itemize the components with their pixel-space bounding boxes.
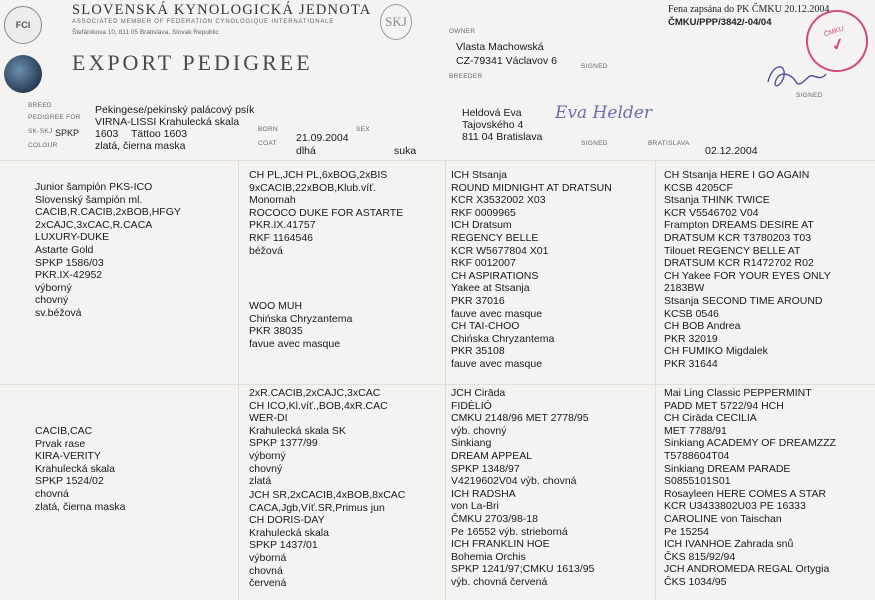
sire-block	[35, 181, 181, 320]
pedigree-line: CAROLINE von Taischan	[664, 512, 782, 525]
pedigree-line: CH ICO,Kl.víť.,BOB,4xR.CAC	[249, 399, 388, 412]
pedigree-line: Pe 15254	[664, 525, 709, 538]
pedigree-line: CH DORIS-DAY	[249, 514, 325, 527]
colour-label: COLOUR	[28, 142, 58, 149]
owner-address: CZ-79341 Václavov 6	[456, 55, 557, 67]
breeder-city: 811 04 Bratislava	[462, 131, 543, 143]
great-grandparents-bottom	[451, 387, 594, 589]
pedigree-line: CACIB,CAC	[35, 425, 93, 437]
pedigree-line: Slovenský šampión ml.	[35, 193, 143, 206]
colour: zlatá, čierna maska	[95, 140, 186, 152]
pedigree-line: ICH Dratsum	[451, 219, 512, 232]
pedigree-line: KCSB 4205CF	[664, 181, 733, 194]
hologram-seal	[4, 55, 42, 93]
pedigree-line: PKR.IX-42952	[35, 269, 103, 282]
pedigree-line: DREAM APPEAL	[451, 449, 533, 462]
pedigree-line: von La-Bri	[451, 500, 499, 513]
coat: dlhá	[296, 145, 316, 157]
pedigree-line: CH Yakee FOR YOUR EYES ONLY	[664, 269, 831, 282]
sex: suka	[394, 145, 417, 157]
pedigree-line: ICH RADSHA	[451, 487, 516, 500]
pedigree-line: zlatá, čierna maska	[35, 500, 126, 513]
table-top-line	[0, 160, 875, 161]
pedigree-line: KCR U3433802U03 PE 16333	[664, 500, 806, 513]
registrar-signature	[762, 56, 832, 94]
dam-dam-block	[249, 489, 405, 590]
pedigree-line: REGENCY BELLE	[451, 231, 539, 244]
pedigree-line: fauve avec masque	[451, 307, 543, 320]
pedigree-line: SPKP 1241/97;CMKU 1613/95	[451, 563, 595, 576]
pedigree-line: Prvak rase	[35, 437, 86, 450]
pedigree-line: Monomah	[249, 194, 296, 207]
sire-sire-block	[249, 169, 403, 257]
registration-note: Fena zapsána do PK ČMKU 20.12.2004	[668, 4, 830, 15]
owner-name: Vlasta Machowská	[456, 41, 544, 53]
sk-label: SK-SKJ	[28, 128, 53, 135]
pedigree-line: S0855101S01	[664, 475, 731, 488]
pedigree-line: Frampton DREAMS DESIRE AT	[664, 219, 814, 232]
pedigree-for-label: PEDIGREE FOR	[28, 114, 81, 121]
pedigree-line: PKR 32019	[664, 332, 718, 345]
pedigree-line: RKF 0009965	[451, 206, 516, 219]
great-great-grandparents-bottom	[664, 387, 836, 589]
pedigree-line: KIRA-VERITY	[35, 450, 101, 463]
pedigree-line: PKR 31644	[664, 357, 718, 370]
great-grandparents-top	[451, 169, 612, 371]
pedigree-line: chovná	[249, 564, 283, 577]
pedigree-line: chovná	[35, 487, 69, 500]
pedigree-line: Astarte Gold	[35, 243, 94, 256]
org-member-line: ASSOCIATED MEMBER OF FEDERATION CYNOLOGIQUE INTERNATIONALE	[72, 19, 335, 25]
pedigree-line: CMKU 2148/96 MET 2778/95	[451, 412, 589, 425]
pedigree-line: výborný	[249, 449, 286, 462]
great-great-grandparents-top	[664, 169, 831, 371]
pedigree-line: T5788604T04	[664, 449, 730, 462]
breeder-street: Tajovského 4	[462, 119, 524, 131]
dam-block	[35, 425, 125, 513]
pedigree-line: SPKP 1524/02	[35, 475, 104, 488]
pedigree-line: PKR 35108	[451, 345, 505, 358]
breeder-signature: Eva Helder	[555, 103, 652, 123]
pedigree-line: CACA,Jgb,Víť.SR,Primus jun	[249, 501, 385, 514]
pedigree-line: DRATSUM KCR R1472702 R02	[664, 257, 814, 270]
pedigree-line: Stsanja THINK TWICE	[664, 194, 770, 207]
breeder-signed-label: SIGNED	[581, 140, 608, 147]
ski-logo: SKJ	[380, 4, 412, 40]
column-divider-3	[655, 160, 656, 600]
pedigree-line: ROUND MIDNIGHT AT DRATSUN	[451, 181, 612, 194]
pedigree-line: Stsanja SECOND TIME AROUND	[664, 294, 823, 307]
pedigree-line: CH FUMIKO Migdalek	[664, 345, 768, 358]
coat-label: COAT	[258, 140, 277, 147]
pedigree-line: MET 7788/91	[664, 424, 727, 437]
pedigree-line: 2xCAJC,3xCAC,R.CACA	[35, 218, 153, 231]
pedigree-line: 9xCACIB,22xBOB,Klub.víť.	[249, 181, 377, 194]
pedigree-line: SPKP 1377/99	[249, 437, 318, 450]
registry-stamp: ČMKU ✓	[798, 2, 875, 80]
pedigree-line: Sinkiang DREAM PARADE	[664, 462, 791, 475]
pedigree-line: JCH Cirāda	[451, 387, 506, 399]
pedigree-line: KCR V5546702 V04	[664, 206, 759, 219]
sex-label: SEX	[356, 126, 370, 133]
pedigree-line: KCSB 0546	[664, 307, 719, 320]
pedigree-line: Krahulecká skala	[35, 462, 115, 475]
breeder-place-label: BRATISLAVA	[648, 140, 690, 147]
pedigree-line: chovný	[249, 462, 283, 475]
pedigree-line: PKR 38035	[249, 325, 303, 338]
pedigree-line: chovný	[35, 294, 69, 307]
pedigree-line: ICH IVANHOE Zahrada snů	[664, 538, 794, 551]
pedigree-line: KCR W5677804 X01	[451, 244, 549, 257]
pedigree-line: WER-DI	[249, 412, 288, 425]
breed: Pekingese/pekinský palácový psík	[95, 104, 255, 116]
pedigree-line: PKR 37016	[451, 294, 505, 307]
pedigree-line: FIDĖLIÓ	[451, 399, 492, 412]
pedigree-line: Tilouet REGENCY BELLE AT	[664, 244, 801, 257]
pedigree-line: výborný	[35, 281, 72, 294]
pedigree-line: JCH ANDROMEDA REGAL Ortygia	[664, 563, 830, 576]
pedigree-line: CH Cirāda CECILIA	[664, 412, 757, 425]
dog-name: VIRNA-LISSI Krahulecká skala	[95, 116, 240, 128]
born-label: BORN	[258, 126, 278, 133]
registration-signed-label: SIGNED	[796, 92, 823, 99]
pedigree-line: Pe 16552 výb. strieborná	[451, 525, 568, 538]
pedigree-line: RKF 0012007	[451, 257, 516, 270]
column-divider-2	[445, 160, 446, 600]
pedigree-line: DRATSUM KCR T3780203 T03	[664, 231, 812, 244]
sk-code: SPKP	[55, 128, 80, 138]
pedigree-line: 2xR.CACIB,2xCAJC,3xCAC	[249, 387, 381, 399]
pedigree-line: Junior šampión PKS-ICO	[35, 181, 153, 193]
tattoo: Tättoo 1603	[131, 128, 188, 140]
pedigree-line: ICH FRANKLIN HOE	[451, 538, 550, 551]
pedigree-line: PKR.IX.41757	[249, 219, 316, 232]
breed-label: BREED	[28, 102, 52, 109]
pedigree-line: zlatá	[249, 475, 272, 488]
pedigree-line: béžová	[249, 244, 283, 257]
pedigree-line: SPKP 1437/01	[249, 539, 318, 552]
born-date: 21.09.2004	[296, 132, 349, 144]
pedigree-line: ICH Stsanja	[451, 169, 508, 181]
org-address: Štefánikova 10, 811 05 Bratislava, Slovak Republic	[72, 29, 219, 36]
pedigree-line: Krahulecká skala	[249, 526, 329, 539]
pedigree-line: fauve avec masque	[451, 357, 543, 370]
pedigree-line: 2183BW	[664, 282, 705, 295]
pedigree-line: JCH SR,2xCACIB,4xBOB,8xCAC	[249, 489, 406, 501]
pedigree-line: Chińska Chryzantema	[249, 312, 353, 325]
reg-number: 1603	[95, 128, 119, 140]
owner-label: OWNER	[449, 28, 476, 35]
pedigree-line: Sinkiang ACADEMY OF DREAMZZZ	[664, 437, 836, 450]
pedigree-line: Bohemia Orchis	[451, 550, 526, 563]
pedigree-line: ČKS 1034/95	[664, 575, 727, 588]
pedigree-line: WOO MUH	[249, 300, 303, 312]
pedigree-line: RKF 1164546	[249, 231, 314, 244]
pedigree-line: Krahulecká skala SK	[249, 424, 346, 437]
pedigree-line: výb. chovný	[451, 424, 507, 437]
owner-signed-label: SIGNED	[581, 63, 608, 70]
pedigree-line: CACIB,R.CACIB,2xBOB,HFGY	[35, 206, 181, 219]
pedigree-line: SPKP 1348/97	[451, 462, 520, 475]
breeder-label: BREEDER	[449, 73, 483, 80]
pedigree-line: Sinkiang	[451, 437, 492, 450]
pedigree-line: ČKS 815/92/94	[664, 550, 736, 563]
pedigree-line: Chińska Chryzantema	[451, 332, 555, 345]
pedigree-line: červená	[249, 577, 287, 590]
pedigree-line: CH BOB Andrea	[664, 320, 741, 333]
table-middle-line	[0, 384, 875, 385]
pedigree-line: V4219602V04 výb. chovná	[451, 475, 577, 488]
pedigree-line: CH ASPIRATIONS	[451, 269, 539, 282]
fci-logo: FCI	[4, 6, 42, 44]
document-title: EXPORT PEDIGREE	[72, 50, 313, 75]
pedigree-line: CH PL,JCH PL,6xBOG,2xBIS	[249, 169, 388, 181]
pedigree-line: ROCOCO DUKE FOR ASTARTE	[249, 206, 404, 219]
dam-sire-block	[249, 387, 388, 488]
pedigree-line: výborná	[249, 551, 287, 564]
pedigree-line: LUXURY-DUKE	[35, 231, 110, 244]
pedigree-line: PADD MET 5722/94 HCH	[664, 399, 784, 412]
sire-dam-block	[249, 300, 352, 350]
breeder-name: Heldová Eva	[462, 107, 522, 119]
breeder-date: 02.12.2004	[705, 145, 758, 157]
pedigree-line: favue avec masque	[249, 337, 341, 350]
pedigree-line: Mai Ling Classic PEPPERMINT	[664, 387, 812, 399]
pedigree-line: SPKP 1586/03	[35, 256, 104, 269]
pedigree-line: CH Stsanja HERE I GO AGAIN	[664, 169, 810, 181]
pedigree-line: výb. chovná červená	[451, 575, 548, 588]
pedigree-line: sv.béžová	[35, 306, 82, 319]
org-name: SLOVENSKÁ KYNOLOGICKÁ JEDNOTA	[72, 2, 372, 18]
pedigree-line: ČMKU 2703/98-18	[451, 512, 538, 525]
pedigree-line: Yakee at Stsanja	[451, 282, 530, 295]
pedigree-line: CH TAI-CHOO	[451, 320, 520, 333]
pedigree-line: KCR X3532002 X03	[451, 194, 546, 207]
registration-number: ČMKU/PPP/3842/-04/04	[668, 17, 772, 28]
column-divider-1	[238, 160, 239, 600]
pedigree-line: Rosayleen HERE COMES A STAR	[664, 487, 827, 500]
